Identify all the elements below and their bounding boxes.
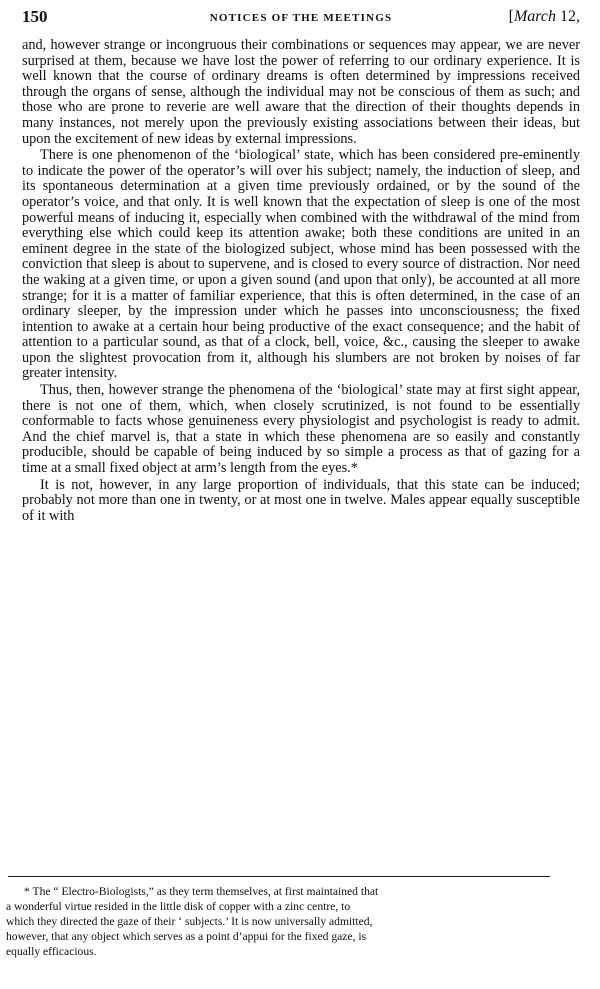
- paragraph-proportion-individuals: It is not, however, in any large proportion of individuals, that this state can be induced; probably not more than one in twenty, or at most one in twelve. Males appear equally susceptible of it with: [22, 476, 580, 524]
- footnote: [6, 884, 554, 959]
- footnote-divider: [8, 876, 550, 877]
- paragraph-continued: and, however strange or incongruous their combinations or sequences may appear, we are never surprised at them, because we have lost the power of referring to our ordinary experience. It is well known that the course of ordinary dreams is often determined by impressions received through the organs of sense, although the individual may not be conscious of them as such; and those who are prone to reverie are well aware that the direction of their thoughts depends in many instances, not merely upon the previously existing associations between their ideas, but upon the excitement of new ideas by external impressions.: [22, 37, 580, 147]
- running-title: NOTICES OF THE MEETINGS: [209, 12, 393, 24]
- footnote-line: which they directed the gaze of their ‘ subjects.’ It is now universally admitted,: [6, 915, 373, 928]
- date-day: 12,: [556, 8, 580, 25]
- paragraph-phenomena-conformable: Thus, then, however strange the phenomena of the ‘biological’ state may at first sight appear, there is not one of them, which, when closely scrutinized, is not found to be essentially conformable to facts whose genuineness every physiologist and psychologist is ready to admit. And the chief marvel is, that a state in which these phenomena are so easily and constantly producible, should be capable of being induced by so simple a process as that of gazing for a time at a small fixed object at arm’s length from the eyes.*: [22, 382, 580, 477]
- article-body: [22, 38, 580, 524]
- page-number: 150: [22, 7, 48, 26]
- running-date: [509, 6, 580, 28]
- footnote-line: * The “ Electro-Biologists,” as they term themselves, at first maintained that: [24, 885, 379, 898]
- footnote-line: however, that any object which serves as a point d’appui for the fixed gaze, is: [6, 930, 367, 943]
- running-head: [22, 6, 580, 28]
- date-bracket: [: [508, 8, 514, 25]
- footnote-line: equally efficacious.: [6, 945, 97, 958]
- footnote-line: a wonderful virtue resided in the little disk of copper with a zinc centre, to: [6, 900, 351, 913]
- date-month: March: [513, 8, 556, 25]
- page: [22, 6, 580, 524]
- paragraph-biological-sleep: There is one phenomenon of the ‘biological’ state, which has been considered pre-eminently to indicate the power of the operator’s will over his subject; namely, the induction of sleep, and its spontaneous determination at a given time previously ordained, or by the sound of the operator’s voice, and that only. It is well known that the expectation of sleep is one of the most powerful means of inducing it, especially when combined with the withdrawal of the mind from everything else which could keep its attention awake; both these conditions are united in an eminent degree in the state of the biologized subject, whose mind has been possessed with the conviction that sleep is about to supervene, and is closed to every source of distraction. Nor need the waking at a given time, or upon a given sound (and upon that only), be accounted at all more strange; for it is a matter of familiar experience, that this is often determined, in the case of an ordinary sleeper, by the impression under which he passes into unconsciousness; the fixed intention to awake at a certain hour being productive of the exact consequence; and the habit of attention to a particular sound, as that of a clock, bell, voice, &c., causing the sleeper to awake upon the slightest provocation from it, although his slumbers are not broken by noises of far greater intensity.: [22, 147, 580, 382]
